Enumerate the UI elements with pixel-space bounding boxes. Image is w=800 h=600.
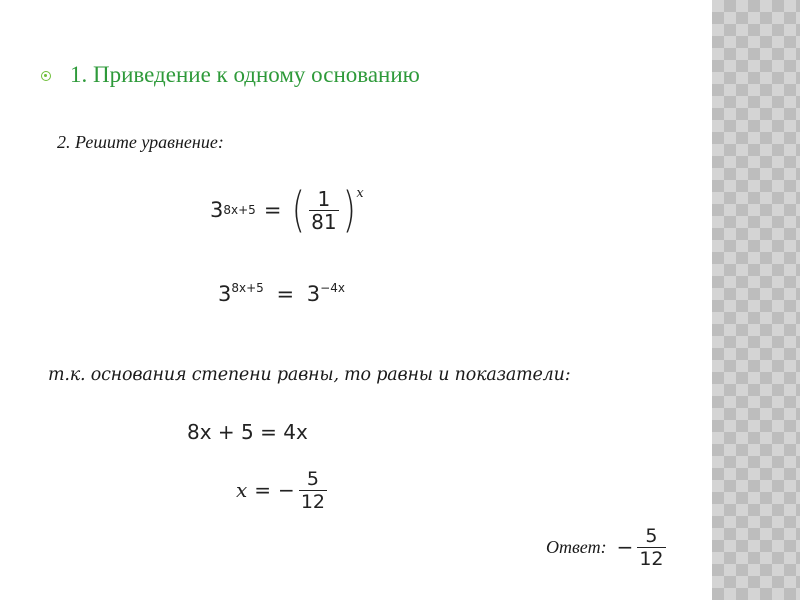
answer-numerator: 5 [645,524,658,547]
left-paren-icon: ( [292,182,306,238]
eq2-exponent-right: −4x [320,281,345,295]
eq2-equals: = [276,282,295,306]
equation-original: 3 8x+5 = ( $\frac{1}{81}$ ) x [210,182,364,238]
bullet-icon [41,71,51,81]
eq4-numerator: 5 [306,467,319,490]
right-paren-icon: ) [342,182,356,238]
eq1-fraction-denominator: 81 [311,209,337,234]
equation-solution [236,462,328,518]
answer-label: Ответ: [546,536,607,557]
eq1-exponent-right: x [356,185,364,201]
eq4-variable: x [236,478,248,502]
eq2-exponent-left: 8x+5 [231,281,264,295]
eq1-fraction [309,188,338,233]
answer [546,517,667,577]
eq1-equals: = [263,198,282,222]
eq1-fraction-numerator: 1 [317,186,331,211]
eq4-denominator: 12 [300,490,325,513]
eq2-base-left: 3 [218,282,232,306]
eq4-fraction [299,468,327,513]
answer-fraction [637,525,665,570]
eq1-base: 3 [210,198,224,222]
answer-value [617,525,667,570]
slide-heading: 1. Приведение к одному основанию [70,62,420,87]
answer-denominator: 12 [639,547,664,570]
since-explanation: т.к. основания степени равны, то равны и показатели: [48,365,571,385]
eq4-minus: − [278,478,295,502]
eq2-base-right: 3 [306,282,321,306]
equation-exponents: 8x + 5 = 4x [187,420,308,444]
eq4-equals: = [254,478,272,502]
answer-minus: − [616,535,634,559]
task-text: 2. Решите уравнение: [57,132,224,152]
equation-same-base [218,282,345,306]
decorative-side-panel [712,0,800,600]
